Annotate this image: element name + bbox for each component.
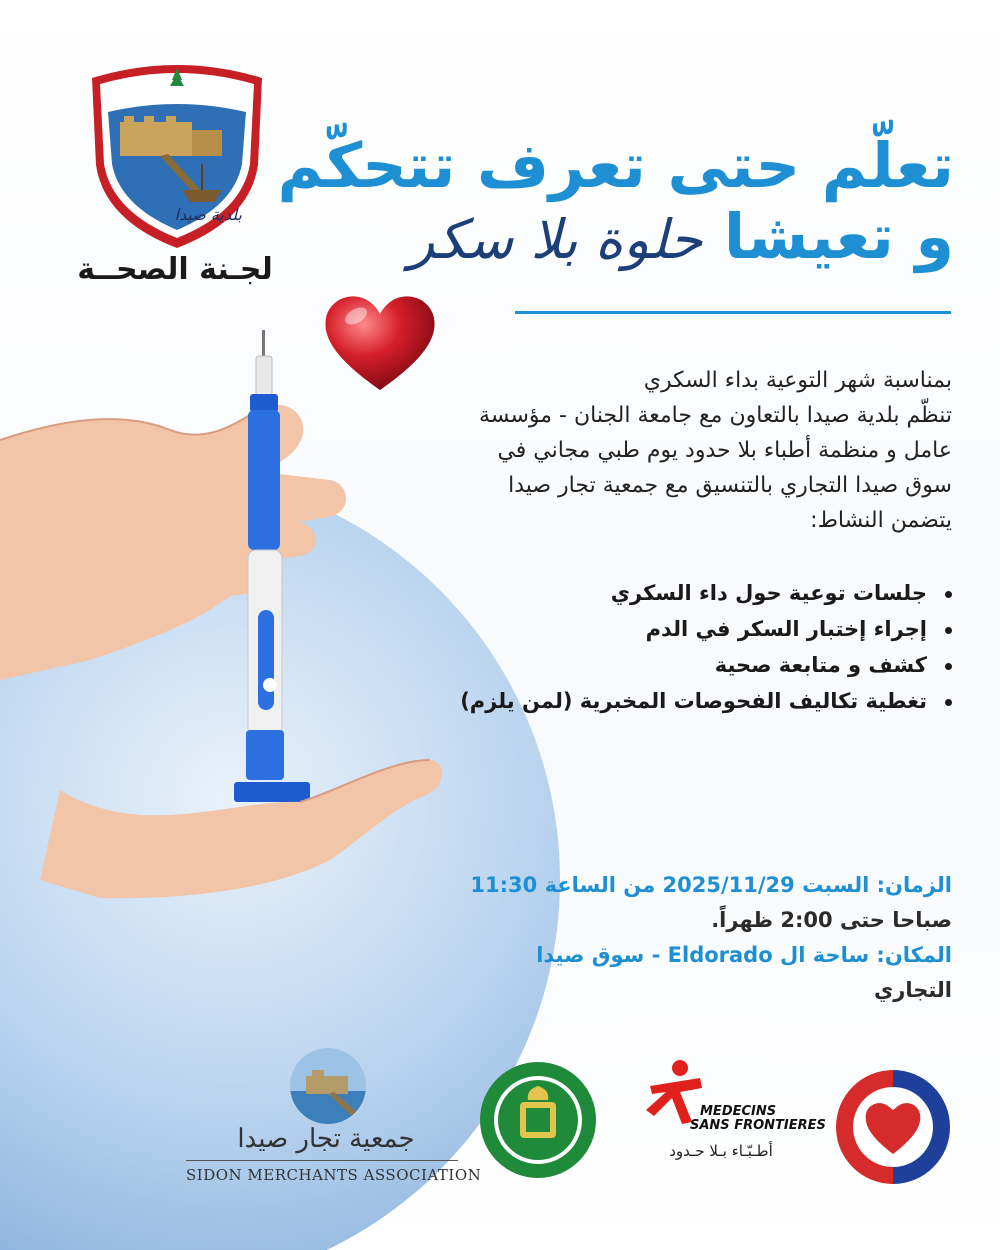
health-committee-label: لجـنة الصحــة <box>77 252 273 287</box>
bullet-icon <box>945 591 952 598</box>
event-details <box>470 868 952 1008</box>
headline-line-2 <box>278 201 955 272</box>
activities-list <box>452 575 952 719</box>
intro-line: بمناسبة شهر التوعية بداء السكري <box>643 368 952 393</box>
time-line-1: الزمان: السبت 2025/11/29 من الساعة 11:30 <box>470 873 952 897</box>
bullet-icon <box>945 627 952 634</box>
msf-label-line-1: MEDECINS <box>700 1104 777 1119</box>
headline <box>278 130 955 273</box>
hand-insulin-pen-illustration <box>0 320 460 900</box>
bullet-icon <box>945 663 952 670</box>
jinan-university-logo <box>478 1060 598 1180</box>
bullet-icon <box>945 699 952 706</box>
sidon-sea-castle-photo <box>288 1046 368 1126</box>
list-item: تغطية تكاليف الفحوصات المخبرية (لمن يلزم) <box>452 683 952 719</box>
intro-line: يتضمن النشاط: <box>810 508 952 533</box>
saida-municipality-emblem <box>82 60 272 250</box>
intro-line: عامل و منظمة أطباء بلا حدود يوم طبي مجاني في <box>497 438 952 463</box>
intro-text <box>392 363 952 538</box>
list-item: كشف و متابعة صحية <box>452 647 952 683</box>
list-item: جلسات توعية حول داء السكري <box>452 575 952 611</box>
amel-foundation-logo <box>834 1068 952 1186</box>
time-line-2: صباحا حتى 2:00 ظهراً. <box>711 908 952 932</box>
headline-line-2-main: و تعيشا <box>723 200 954 274</box>
intro-line: سوق صيدا التجاري بالتنسيق مع جمعية تجار صيدا <box>508 473 952 498</box>
headline-line-1: تعلّم حتى تعرف تتحكّم <box>277 129 954 202</box>
msf-label-line-2: SANS FRONTIERES <box>690 1118 826 1133</box>
headline-underline <box>515 311 951 314</box>
place-line-1: المكان: ساحة ال Eldorado - سوق صيدا <box>536 943 952 967</box>
place-line-2: التجاري <box>873 978 952 1002</box>
list-item: إجراء إختبار السكر في الدم <box>452 611 952 647</box>
msf-arabic-label: أطـبّـاء بـلا حـدود <box>669 1142 773 1160</box>
intro-line: تنظّم بلدية صيدا بالتعاون مع جامعة الجنان - مؤسسة <box>479 403 952 428</box>
svg-text:بلدية صيدا: بلدية صيدا <box>174 205 242 224</box>
sidon-merchants-arabic: جمعية تجار صيدا <box>237 1124 415 1154</box>
sidon-merchants-english: SIDON MERCHANTS ASSOCIATION <box>186 1166 482 1184</box>
headline-script-text: حلوة بلا سكر <box>408 208 703 272</box>
divider <box>186 1160 458 1161</box>
